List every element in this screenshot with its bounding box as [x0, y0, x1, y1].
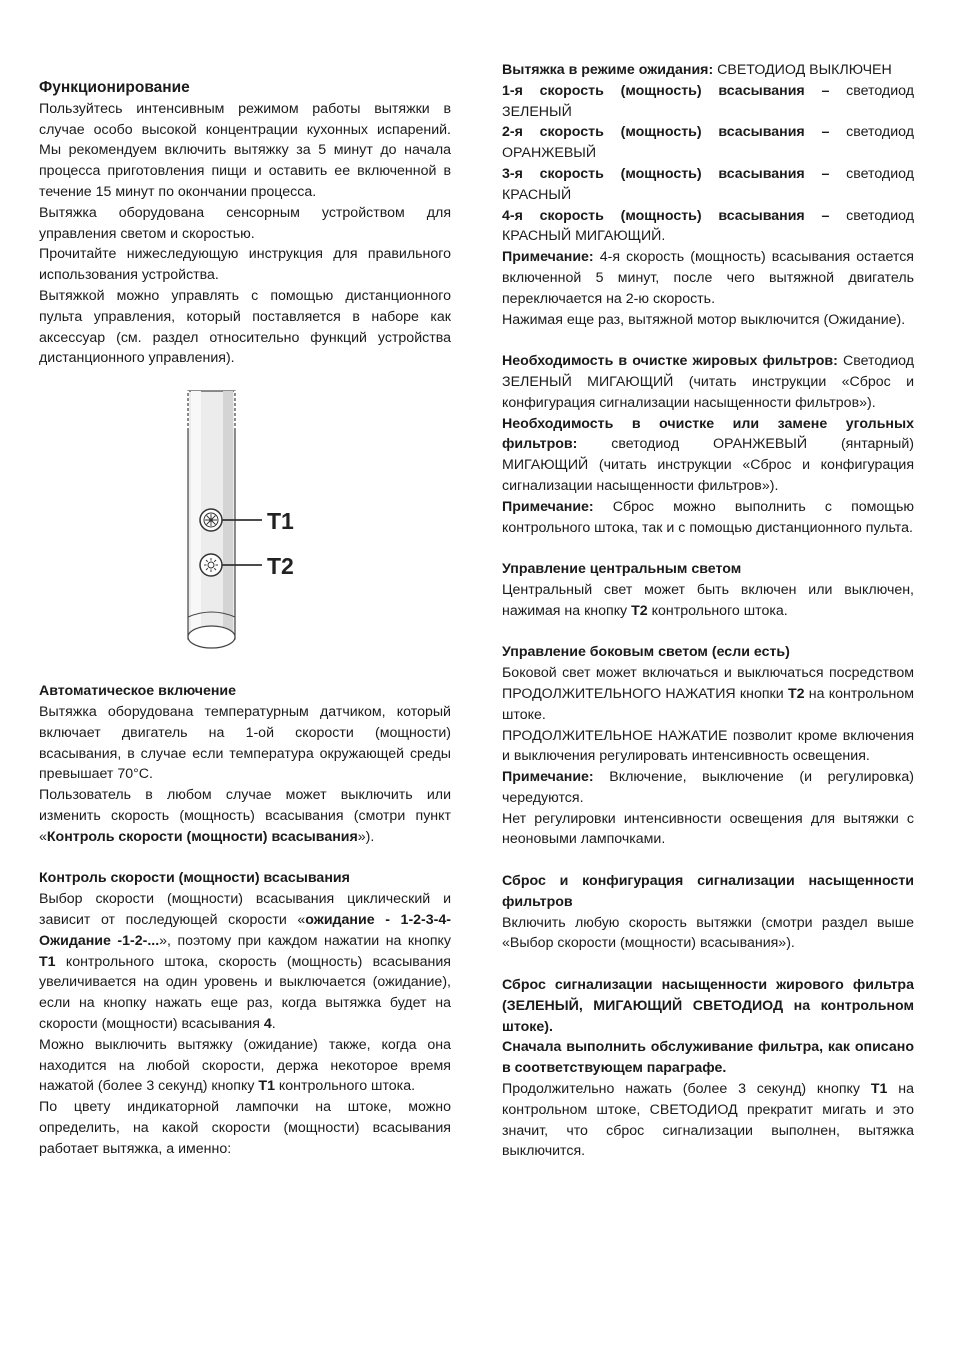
paragraph: Пользуйтесь интенсивным режимом работы вытяжки в случае особо высокой концентрации кухонных испарений. Мы рекомендуем включить вытяжку за 5 минут до начала процесса приготовления пищи и оставить ее включенной в течение 15 минут по окончании процесса. [39, 100, 451, 200]
section-heading-auto-on: Автоматическое включение [39, 683, 237, 700]
speed-led-row: Вытяжка в режиме ожидания: СВЕТОДИОД ВЫКЛЮЧЕН [502, 62, 892, 78]
control-rod-illustration [39, 369, 451, 657]
t2-light-icon [200, 554, 222, 576]
paragraph: Вытяжка оборудована сенсорным устройством для управления светом и скоростью. [39, 204, 451, 242]
paragraph: Вытяжка оборудована температурным датчиком, который включает двигатель на 1-ой скорости (мощности) всасывания, в случае если температура окружающей среды превышает 70°C. [39, 703, 451, 783]
paragraph: Пользователь в любом случае может выключить или изменить скорость (мощность) всасывания (смотри пункт «Контроль скорости (мощности) всасывания»). [39, 787, 451, 845]
t1-button-icon [200, 509, 222, 531]
paragraph: Необходимость в очистке или замене угольных фильтров: светодиод ОРАНЖЕВЫЙ (янтарный) МИГАЮЩИЙ (читать инструкции «Сброс и конфигурация сигнализации насыщенности фильтров»). [502, 415, 914, 494]
section-heading-speed-control: Контроль скорости (мощности) всасывания [39, 870, 350, 887]
paragraph: Центральный свет может быть включен или выключен, нажимая на кнопку T2 контрольного штока. [502, 581, 914, 619]
left-column [39, 60, 451, 1159]
section-heading-central-light: Управление центральным светом [502, 561, 742, 578]
speed-led-row: 4-я скорость (мощность) всасывания – светодиод КРАСНЫЙ МИГАЮЩИЙ. [502, 207, 914, 245]
paragraph: Прочитайте нижеследующую инструкция для правильного использования устройства. [39, 246, 451, 284]
paragraph: ПРОДОЛЖИТЕЛЬНОЕ НАЖАТИЕ позволит кроме включения и выключения регулировать интенсивность освещения. [502, 727, 914, 765]
paragraph: Можно выключить вытяжку (ожидание) также, когда она находится на любой скорости, держа некоторое время нажатой (более 3 секунд) кнопку T1 контрольного штока. [39, 1036, 451, 1095]
paragraph: Вытяжкой можно управлять с помощью дистанционного пульта управления, который поставляется в наборе как аксессуар (см. раздел относительно функций устройства дистанционного управления). [39, 287, 451, 367]
speed-led-row: 3-я скорость (мощность) всасывания – светодиод КРАСНЫЙ [502, 165, 914, 203]
right-column [502, 60, 914, 1162]
section-heading-filter-reset: Сброс и конфигурация сигнализации насыщенности фильтров [502, 873, 914, 910]
section-heading-side-light: Управление боковым светом (если есть) [502, 644, 790, 661]
paragraph: Продолжительно нажать (более 3 секунд) кнопку T1 на контрольном штоке, СВЕТОДИОД прекратит мигать и это значит, что сброс сигнализации выполнен, вытяжка выключится. [502, 1081, 914, 1160]
section-heading-operation: Функционирование [39, 79, 190, 96]
note: Примечание: Сброс можно выполнить с помощью контрольного штока, так и с помощью дистанционного пульта. [502, 498, 914, 536]
paragraph: Необходимость в очистке жировых фильтров: Светодиод ЗЕЛЕНЫЙ МИГАЮЩИЙ (читать инструкции «Сброс и конфигурация сигнализации насыщенности фильтров»). [502, 353, 914, 411]
paragraph: Включить любую скорость вытяжки (смотри раздел выше «Выбор скорости (мощности) всасывания»). [502, 914, 914, 952]
paragraph: Нет регулировки интенсивности освещения для вытяжки с неоновыми лампочками. [502, 810, 914, 848]
instruction-bold: Сначала выполнить обслуживание фильтра, как описано в соответствующем параграфе. [502, 1039, 914, 1077]
t1-label: T1 [267, 508, 294, 535]
speed-led-row: 2-я скорость (мощность) всасывания – светодиод ОРАНЖЕВЫЙ [502, 124, 914, 162]
section-heading-grease-reset: Сброс сигнализации насыщенности жирового фильтра (ЗЕЛЕНЫЙ, МИГАЮЩИЙ СВЕТОДИОД на контрольном штоке). [502, 977, 914, 1035]
note: Примечание: 4-я скорость (мощность) всасывания остается включенной 5 минут, после чего вытяжной двигатель переключается на 2-ю скорость. [502, 249, 914, 307]
paragraph: Выбор скорости (мощности) всасывания циклический и зависит от последующей скорости «ожидание - 1-2-3-4-Ожидание -1-2-...», поэтому при каждом нажатии на кнопку T1 контрольного штока, скорость (мощность) всасывания увеличивается на один уровень и выключается (ожидание), если на кнопку нажать еще раз, когда вытяжка будет на скорости (мощности) всасывания 4. [39, 891, 452, 1032]
paragraph: Боковой свет может включаться и выключаться посредством ПРОДОЛЖИТЕЛЬНОГО НАЖАТИЯ кнопки T2 на контрольном штоке. [502, 665, 914, 723]
control-rod-figure [39, 369, 451, 657]
note: Примечание: Включение, выключение (и регулировка) чередуются. [502, 769, 914, 806]
paragraph: По цвету индикаторной лампочки на штоке, можно определить, на какой скорости (мощности) всасывания работает вытяжка, а именно: [39, 1099, 451, 1157]
paragraph: Нажимая еще раз, вытяжной мотор выключится (Ожидание). [502, 311, 906, 328]
speed-led-row: 1-я скорость (мощность) всасывания – светодиод ЗЕЛЕНЫЙ [502, 82, 914, 120]
t2-label: T2 [267, 553, 294, 580]
